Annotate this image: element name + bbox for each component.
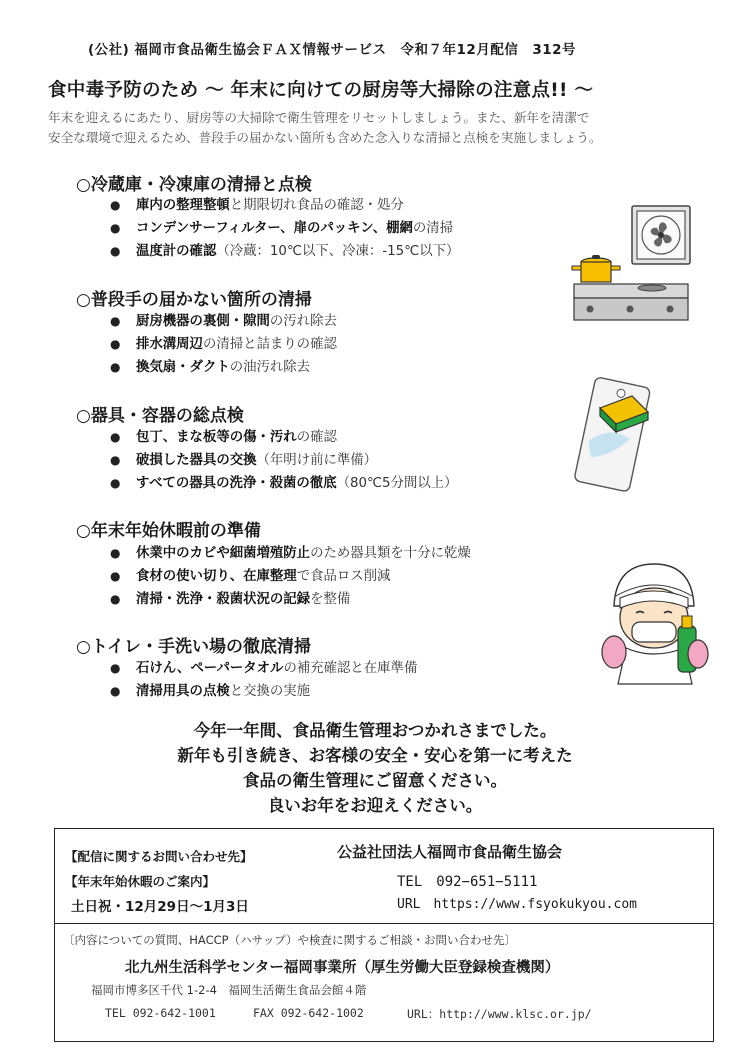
section-title-restroom: ○トイレ・手洗い場の徹底清掃	[76, 637, 311, 657]
list-item: ● 清掃用具の点検と交換の実施	[110, 680, 417, 703]
gas-stove-icon	[574, 284, 688, 320]
list-item: ● 石けん、ペーパータオルの補充確認と在庫準備	[110, 657, 417, 680]
center-url[interactable]: URL：http://www.klsc.or.jp/	[407, 1007, 592, 1021]
contact-box	[54, 828, 714, 924]
distribution-inquiry-label: 【配信に関するお問い合わせ先】	[65, 849, 253, 864]
inquiry-box	[54, 924, 714, 1042]
closing-line-3: 食品の衛生管理にご留意ください。	[243, 771, 507, 790]
section-title-hard-to-reach: ○普段手の届かない箇所の清掃	[76, 290, 312, 310]
list-item: ● 破損した器具の交換（年明け前に準備）	[110, 449, 458, 472]
ventilation-fan-icon	[632, 206, 690, 264]
closing-line-2: 新年も引き続き、お客様の安全・安心を第一に考えた	[177, 746, 573, 765]
list-item: ● 清掃・洗浄・殺菌状況の記録を整備	[110, 588, 471, 611]
list-item: ● 温度計の確認（冷蔵：10℃以下、冷凍：-15℃以下）	[110, 240, 459, 263]
center-fax: FAX 092-642-1002	[253, 1006, 364, 1020]
section-title-utensils: ○器具・容器の総点検	[76, 406, 244, 426]
list-item: ● 排水溝周辺の清掃と詰まりの確認	[110, 333, 337, 356]
center-name: 北九州生活科学センター福岡事業所（厚生労働大臣登録検査機関）	[125, 960, 560, 976]
inquiry-label: 〔内容についての質問、HACCP（ハサップ）や検査に関するご相談・お問い合わせ先〕	[63, 933, 516, 947]
list-item: ● コンデンサーフィルター、扉のパッキン、棚網の清掃	[110, 217, 459, 240]
association-phone: TEL 092−651−5111	[397, 874, 538, 890]
list-item: ● 換気扇・ダクトの油汚れ除去	[110, 356, 337, 379]
holiday-dates: 土日祝・12月29日〜1月3日	[71, 899, 249, 915]
list-item: ● 包丁、まな板等の傷・汚れの確認	[110, 426, 458, 449]
section-list-fridge	[110, 194, 459, 263]
section-title-holiday-prep: ○年末年始休暇前の準備	[76, 521, 261, 541]
section-list-holiday-prep	[110, 542, 471, 611]
intro-text	[48, 108, 728, 148]
pot-icon	[572, 255, 620, 282]
closing-message	[0, 718, 750, 818]
section-list-utensils	[110, 426, 458, 495]
association-url[interactable]: URL https://www.fsyokukyou.com	[397, 897, 637, 912]
kitchen-fan-stove-illustration	[570, 200, 700, 328]
list-item: ● 休業中のカビや細菌増殖防止のため器具類を十分に乾燥	[110, 542, 471, 565]
center-phone: TEL 092-642-1001	[105, 1006, 216, 1020]
list-item: ● 食材の使い切り、在庫整理で食品ロス削減	[110, 565, 471, 588]
holiday-notice-label: 【年末年始休暇のご案内】	[65, 874, 216, 889]
list-item: ● 厨房機器の裏側・隙間の汚れ除去	[110, 310, 337, 333]
closing-line-4: 良いお年をお迎えください。	[267, 796, 483, 815]
list-item: ● 庫内の整理整頓と期限切れ食品の確認・処分	[110, 194, 459, 217]
list-item: ● すべての器具の洗浄・殺菌の徹底（80℃5分間以上）	[110, 472, 458, 495]
cutting-board-sponge-illustration	[570, 366, 660, 496]
section-list-hard-to-reach	[110, 310, 337, 379]
cleaning-worker-illustration	[596, 556, 716, 686]
section-title-fridge: ○冷蔵庫・冷凍庫の清掃と点検	[76, 175, 312, 195]
association-name: 公益社団法人福岡市食品衛生協会	[337, 843, 563, 861]
section-list-restroom	[110, 657, 417, 703]
center-address: 福岡市博多区千代 1-2-4 福岡生活衛生食品会館４階	[91, 983, 367, 997]
intro-line-1: 年末を迎えるにあたり、厨房等の大掃除で衛生管理をリセットしましょう。また、新年を清潔で	[48, 110, 590, 125]
closing-line-1: 今年一年間、食品衛生管理おつかれさまでした。	[193, 721, 557, 740]
fax-header: (公社) 福岡市食品衛生協会ＦＡＸ情報サービス 令和７年12月配信 312号	[88, 42, 577, 58]
page-title: 食中毒予防のため 〜 年末に向けての厨房等大掃除の注意点!! 〜	[48, 80, 594, 101]
intro-line-2: 安全な環境で迎えるため、普段手の届かない箇所も含めた念入りな清掃と点検を実施しましょう。	[48, 130, 602, 145]
